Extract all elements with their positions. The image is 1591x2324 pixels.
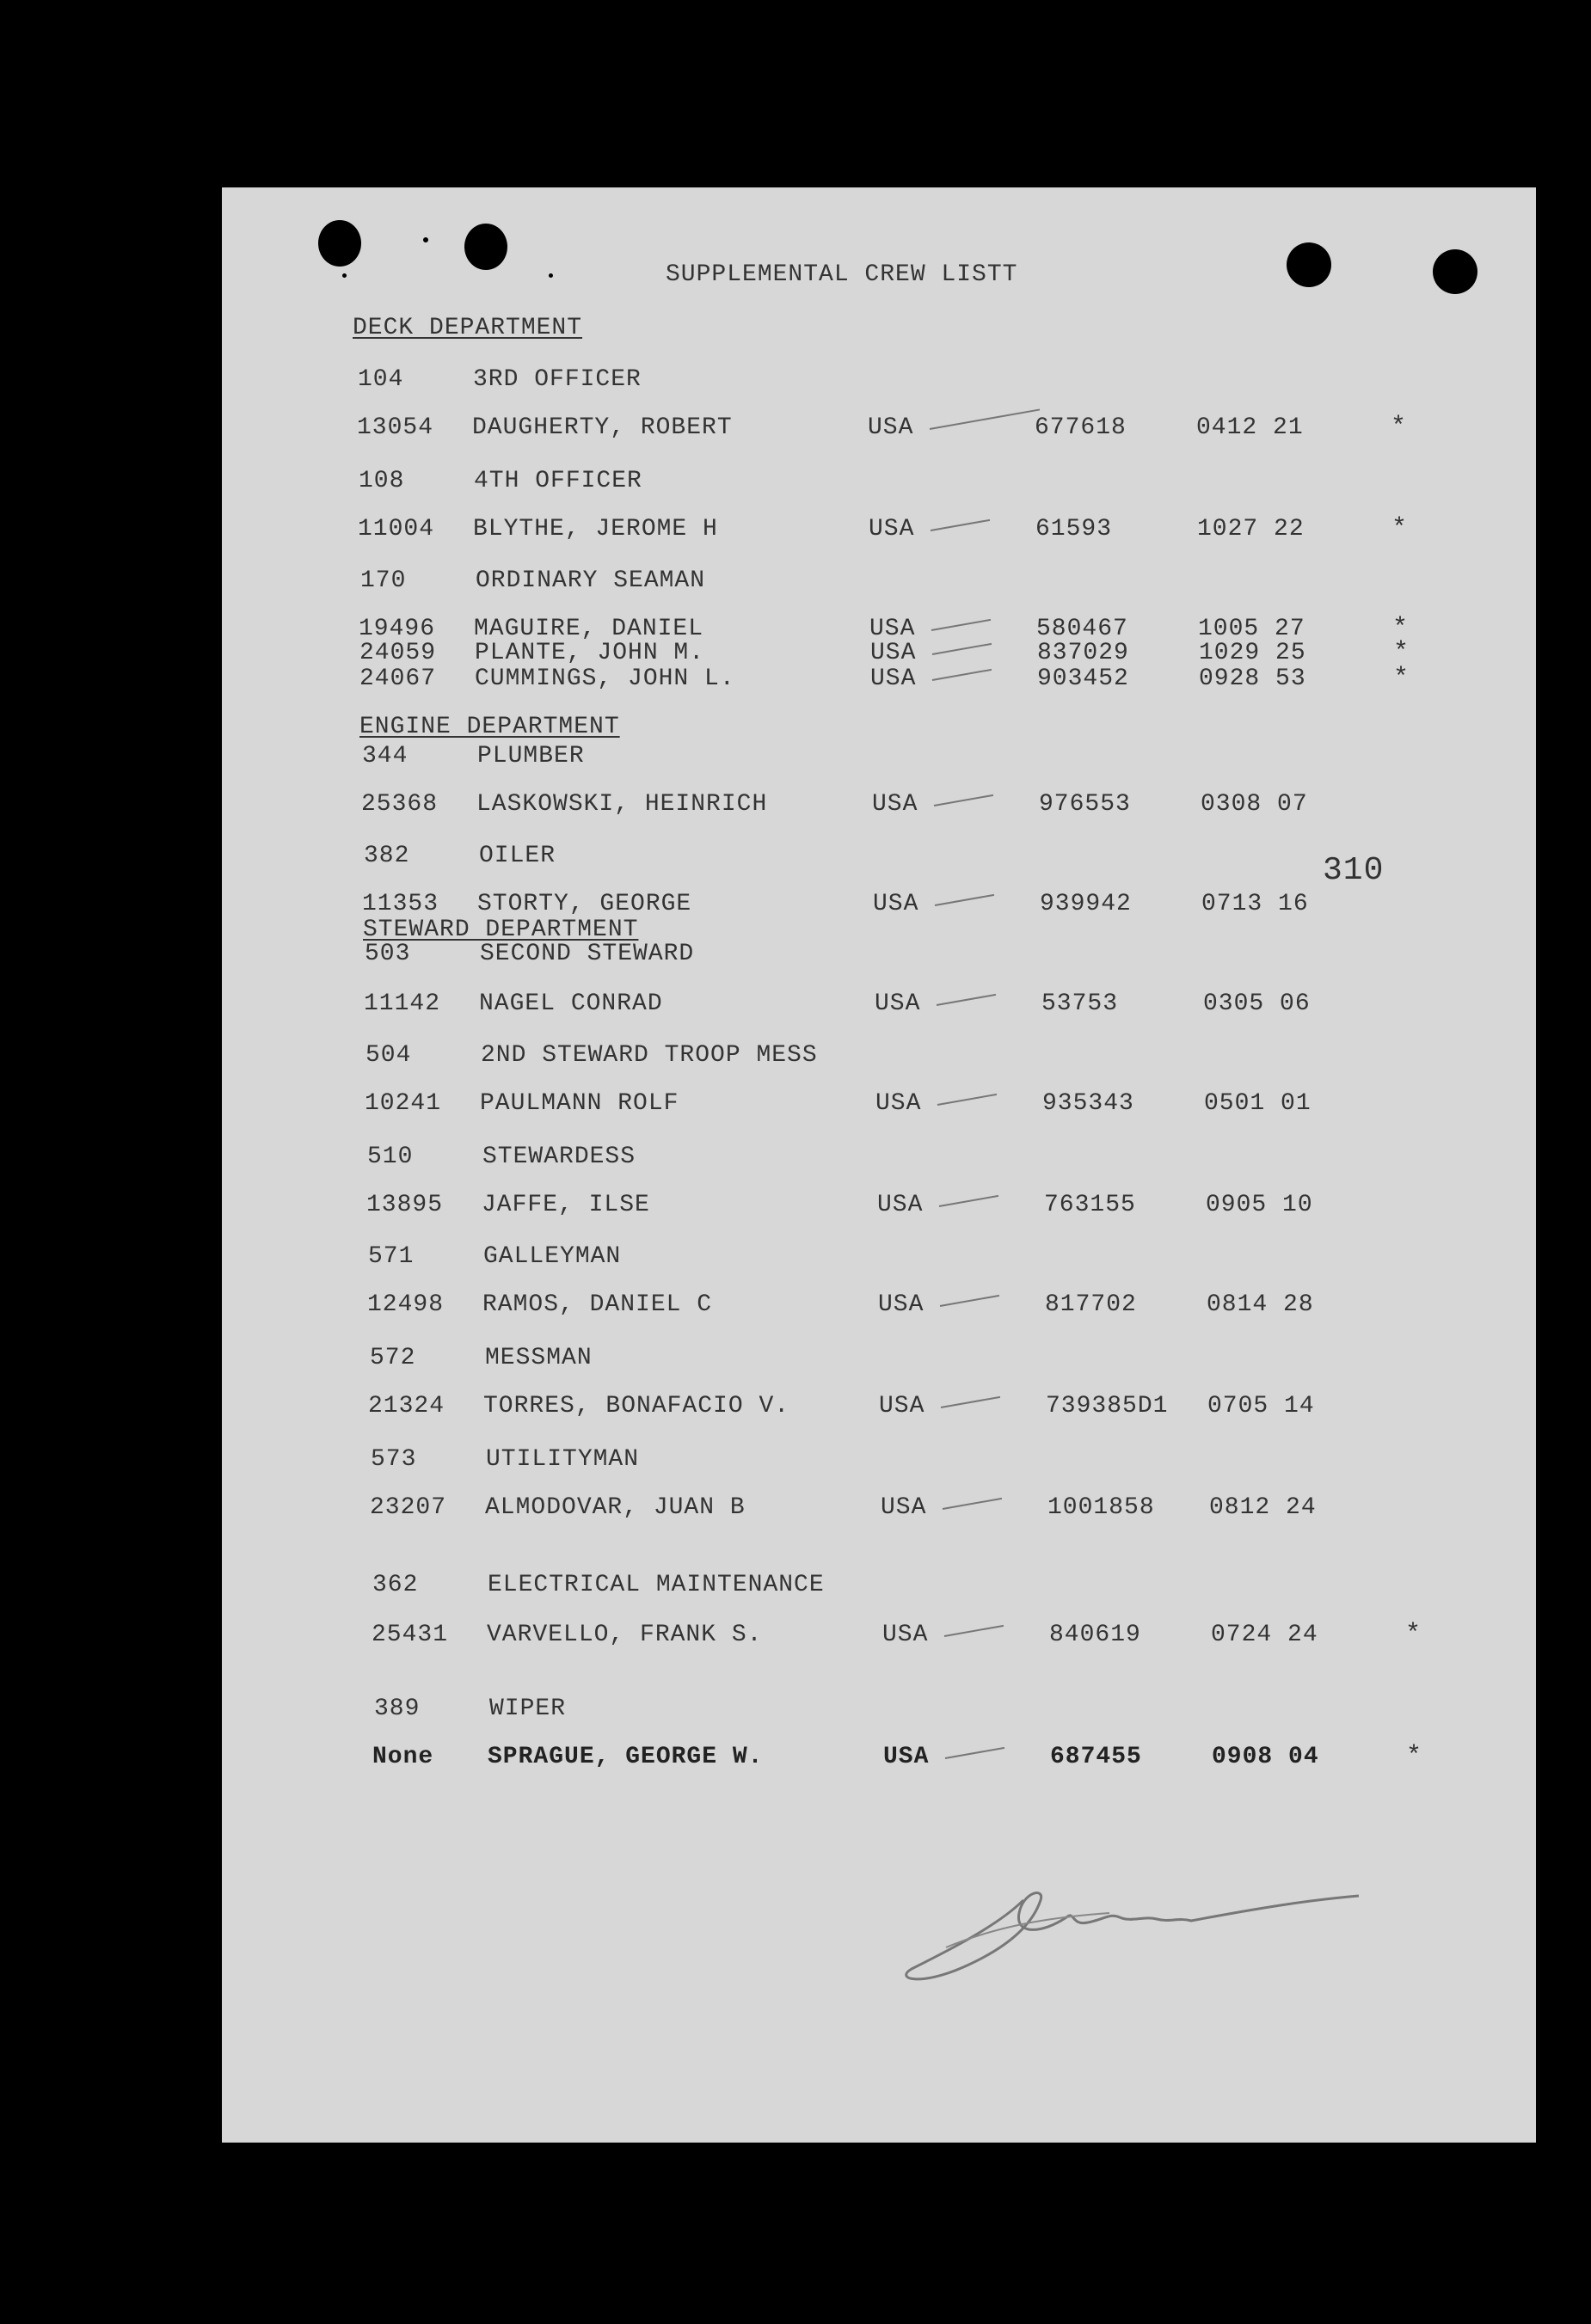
crew-date: 0713 16 <box>1201 891 1309 917</box>
crew-date: 0308 07 <box>1201 791 1308 818</box>
punch-hole <box>464 224 507 270</box>
crew-name: TORRES, BONAFACIO V. <box>483 1393 790 1420</box>
position-title: WIPER <box>489 1695 567 1722</box>
position-title: PLUMBER <box>477 743 585 770</box>
crew-number: 580467 <box>1036 616 1128 642</box>
crew-id: 11142 <box>364 990 441 1017</box>
position-title: ORDINARY SEAMAN <box>476 567 706 594</box>
crew-number: 687455 <box>1050 1744 1142 1770</box>
crew-nationality: USA <box>873 891 919 917</box>
crew-number: 935343 <box>1042 1090 1134 1117</box>
department-heading: ENGINE DEPARTMENT <box>359 714 620 740</box>
crew-name: ALMODOVAR, JUAN B <box>485 1494 746 1521</box>
crew-date: 0905 10 <box>1206 1192 1313 1218</box>
department-heading: DECK DEPARTMENT <box>353 315 583 341</box>
crew-list-page <box>222 187 1536 2143</box>
position-code: 504 <box>366 1042 412 1069</box>
crew-id: 11353 <box>362 891 439 917</box>
crew-date: 0501 01 <box>1204 1090 1312 1117</box>
crew-name: BLYTHE, JEROME H <box>473 516 718 543</box>
crew-nationality: USA <box>879 1393 925 1420</box>
punch-hole <box>318 220 361 267</box>
crew-nationality: USA <box>883 1744 930 1770</box>
position-title: 2ND STEWARD TROOP MESS <box>481 1042 818 1069</box>
position-title: 4TH OFFICER <box>474 468 642 494</box>
crew-nationality: USA <box>882 1622 929 1648</box>
position-title: STEWARDESS <box>482 1144 636 1170</box>
crew-number: 840619 <box>1049 1622 1141 1648</box>
position-code: 572 <box>370 1345 416 1371</box>
crew-name: RAMOS, DANIEL C <box>482 1291 713 1318</box>
signature <box>894 1866 1376 1995</box>
position-code: 170 <box>360 567 407 594</box>
crew-id: 25431 <box>372 1622 449 1648</box>
position-code: 108 <box>359 468 405 494</box>
crew-number: 837029 <box>1037 640 1129 666</box>
crew-name: CUMMINGS, JOHN L. <box>475 665 735 692</box>
crew-nationality: USA <box>875 990 921 1017</box>
position-code: 382 <box>364 843 410 869</box>
document-title: SUPPLEMENTAL CREW LISTT <box>666 261 1018 288</box>
punch-hole <box>1287 242 1331 287</box>
crew-flag: * <box>1392 614 1410 643</box>
position-title: MESSMAN <box>485 1345 593 1371</box>
position-code: 573 <box>371 1446 417 1473</box>
position-code: 344 <box>362 743 408 770</box>
crew-nationality: USA <box>868 414 914 441</box>
position-title: SECOND STEWARD <box>480 941 695 967</box>
crew-date: 0908 04 <box>1212 1744 1319 1770</box>
crew-id: 13895 <box>366 1192 444 1218</box>
crew-nationality: USA <box>881 1494 927 1521</box>
crew-number: 61593 <box>1035 516 1113 543</box>
crew-id: 23207 <box>370 1494 447 1521</box>
crew-flag: * <box>1405 1620 1422 1649</box>
margin-note: 310 <box>1323 852 1385 889</box>
crew-date: 0305 06 <box>1203 990 1311 1017</box>
crew-name: STORTY, GEORGE <box>477 891 692 917</box>
crew-nationality: USA <box>870 640 917 666</box>
crew-id: 11004 <box>358 516 435 543</box>
crew-nationality: USA <box>869 616 916 642</box>
crew-nationality: USA <box>870 665 917 692</box>
position-title: OILER <box>479 843 556 869</box>
crew-date: 0814 28 <box>1207 1291 1314 1318</box>
crew-nationality: USA <box>875 1090 922 1117</box>
crew-number: 817702 <box>1045 1291 1137 1318</box>
crew-id: 13054 <box>357 414 434 441</box>
crew-name: DAUGHERTY, ROBERT <box>472 414 733 441</box>
crew-id: 25368 <box>361 791 439 818</box>
crew-name: VARVELLO, FRANK S. <box>487 1622 763 1648</box>
punch-speck <box>342 273 347 278</box>
crew-name: PLANTE, JOHN M. <box>475 640 705 666</box>
crew-number: 763155 <box>1044 1192 1136 1218</box>
crew-id: 10241 <box>365 1090 442 1117</box>
position-code: 503 <box>365 941 411 967</box>
position-title: UTILITYMAN <box>486 1446 640 1473</box>
position-code: 571 <box>368 1243 415 1270</box>
crew-number: 53753 <box>1041 990 1119 1017</box>
crew-name: SPRAGUE, GEORGE W. <box>488 1744 764 1770</box>
position-code: 104 <box>358 366 404 393</box>
crew-flag: * <box>1391 413 1408 442</box>
crew-flag: * <box>1393 664 1410 693</box>
punch-speck <box>549 273 553 278</box>
position-title: 3RD OFFICER <box>473 366 642 393</box>
crew-id: 24067 <box>359 665 437 692</box>
crew-date: 0705 14 <box>1207 1393 1315 1420</box>
crew-name: MAGUIRE, DANIEL <box>474 616 704 642</box>
crew-flag: * <box>1391 514 1409 543</box>
crew-flag: * <box>1393 638 1410 667</box>
position-code: 510 <box>367 1144 414 1170</box>
crew-nationality: USA <box>877 1192 924 1218</box>
crew-id: 24059 <box>359 640 437 666</box>
crew-number: 677618 <box>1035 414 1127 441</box>
crew-number: 939942 <box>1040 891 1132 917</box>
crew-date: 1029 25 <box>1199 640 1306 666</box>
crew-date: 1027 22 <box>1197 516 1305 543</box>
crew-number: 976553 <box>1039 791 1131 818</box>
crew-flag: * <box>1406 1742 1423 1771</box>
crew-nationality: USA <box>872 791 918 818</box>
punch-speck <box>423 237 428 242</box>
department-heading: STEWARD DEPARTMENT <box>363 917 639 943</box>
punch-hole <box>1433 249 1477 294</box>
crew-date: 1005 27 <box>1198 616 1305 642</box>
crew-id: 21324 <box>368 1393 445 1420</box>
crew-date: 0412 21 <box>1196 414 1304 441</box>
crew-number: 739385D1 <box>1046 1393 1169 1420</box>
crew-nationality: USA <box>869 516 915 543</box>
crew-date: 0812 24 <box>1209 1494 1317 1521</box>
crew-name: LASKOWSKI, HEINRICH <box>476 791 768 818</box>
position-code: 389 <box>374 1695 421 1722</box>
crew-number: 1001858 <box>1047 1494 1155 1521</box>
crew-date: 0928 53 <box>1199 665 1306 692</box>
crew-name: PAULMANN ROLF <box>480 1090 679 1117</box>
crew-nationality: USA <box>878 1291 924 1318</box>
crew-id: 12498 <box>367 1291 445 1318</box>
crew-name: NAGEL CONRAD <box>479 990 663 1017</box>
crew-number: 903452 <box>1037 665 1129 692</box>
crew-date: 0724 24 <box>1211 1622 1318 1648</box>
crew-id: 19496 <box>359 616 436 642</box>
position-title: GALLEYMAN <box>483 1243 622 1270</box>
crew-name: JAFFE, ILSE <box>482 1192 650 1218</box>
crew-id: None <box>372 1744 434 1770</box>
position-code: 362 <box>372 1572 419 1598</box>
position-title: ELECTRICAL MAINTENANCE <box>488 1572 825 1598</box>
